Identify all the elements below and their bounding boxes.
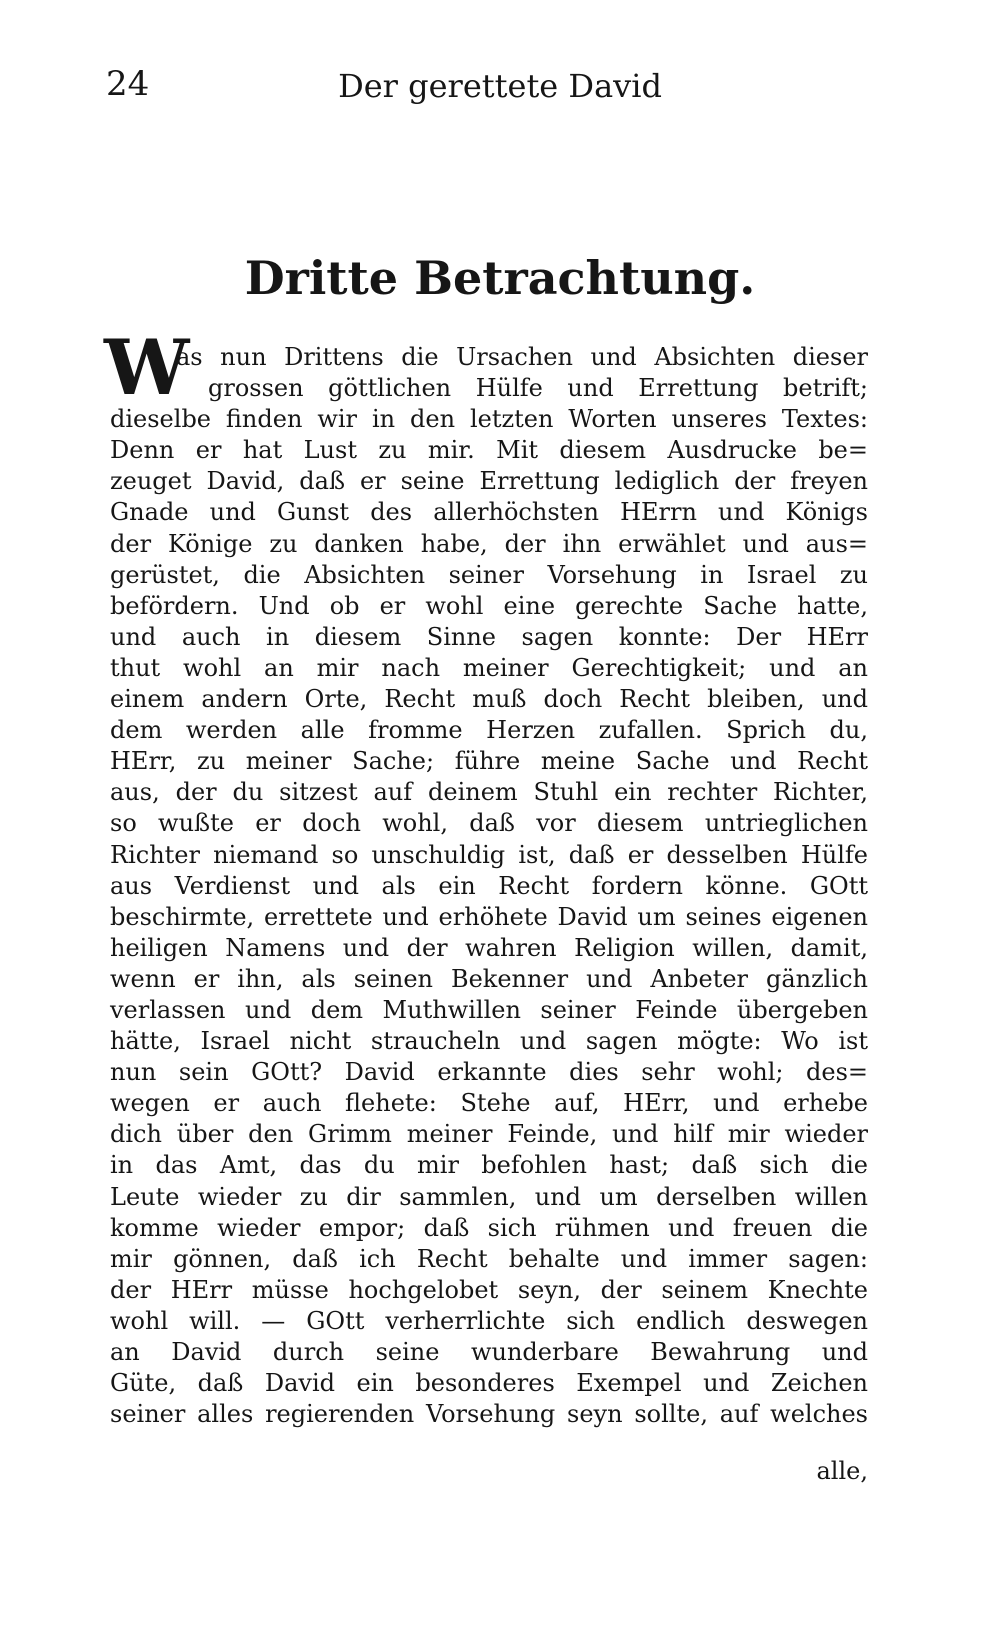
- text-line: gerüstet, die Absichten seiner Vorsehung in Israel zu: [110, 560, 868, 589]
- text-line: hätte, Israel nicht straucheln und sagen mögte: Wo ist: [110, 1027, 868, 1056]
- text-line: dich über den Grimm meiner Feinde, und hilf mir wieder: [110, 1120, 868, 1149]
- text-line: wegen er auch flehete: Stehe auf, HErr, und erhebe: [110, 1089, 868, 1118]
- text-line: thut wohl an mir nach meiner Gerechtigkeit; und an: [110, 653, 868, 682]
- text-line: verlassen und dem Muthwillen seiner Feinde übergeben: [110, 995, 868, 1024]
- page-number: 24: [106, 64, 150, 104]
- text-line: dem werden alle fromme Herzen zufallen. Sprich du,: [110, 716, 868, 745]
- text-line: seiner alles regierenden Vorsehung seyn sollte, auf welches: [110, 1400, 868, 1429]
- text-line: Leute wieder zu dir sammlen, und um derselben willen: [110, 1182, 868, 1211]
- text-line: in das Amt, das du mir befohlen hast; daß sich die: [110, 1151, 868, 1180]
- text-line: heiligen Namens und der wahren Religion willen, damit,: [110, 933, 868, 962]
- text-line: wenn er ihn, als seinen Bekenner und Anbeter gänzlich: [110, 964, 868, 993]
- text-line: beschirmte, errettete und erhöhete David um seines eigenen: [110, 902, 868, 931]
- text-line: as nun Drittens die Ursachen und Absichten dieser: [176, 343, 868, 371]
- text-line: Denn er hat Lust zu mir. Mit diesem Ausdrucke be=: [110, 436, 868, 465]
- text-line: so wußte er doch wohl, daß vor diesem untrieglichen: [110, 809, 868, 838]
- catchword: alle,: [816, 1457, 868, 1485]
- section-title: Dritte Betrachtung.: [244, 251, 756, 305]
- text-line: dieselbe finden wir in den letzten Worten unseres Textes:: [110, 405, 868, 434]
- running-title: Der gerettete David: [338, 67, 662, 105]
- text-line: Gnade und Gunst des allerhöchsten HErrn und Königs: [110, 498, 868, 527]
- text-line: zeuget David, daß er seine Errettung lediglich der freyen: [110, 467, 868, 496]
- text-line: einem andern Orte, Recht muß doch Recht bleiben, und: [110, 685, 868, 714]
- text-line: der HErr müsse hochgelobet seyn, der seinem Knechte: [110, 1275, 868, 1304]
- text-line: und auch in diesem Sinne sagen konnte: Der HErr: [110, 622, 868, 651]
- text-line: befördern. Und ob er wohl eine gerechte Sache hatte,: [110, 591, 868, 620]
- text-line: Güte, daß David ein besonderes Exempel und Zeichen: [110, 1369, 868, 1398]
- text-line: komme wieder empor; daß sich rühmen und freuen die: [110, 1213, 868, 1242]
- text-line: Richter niemand so unschuldig ist, daß er desselben Hülfe: [110, 840, 868, 869]
- text-line: grossen göttlichen Hülfe und Errettung betrift;: [208, 374, 868, 403]
- text-line: an David durch seine wunderbare Bewahrung und: [110, 1338, 868, 1366]
- text-line: nun sein GOtt? David erkannte dies sehr wohl; des=: [110, 1058, 868, 1087]
- text-line: wohl will. — GOtt verherrlichte sich endlich deswegen: [110, 1306, 868, 1335]
- text-line: aus Verdienst und als ein Recht fordern könne. GOtt: [110, 871, 868, 900]
- drop-cap: W: [104, 323, 190, 412]
- text-line: HErr, zu meiner Sache; führe meine Sache und Recht: [110, 747, 868, 776]
- text-line: aus, der du sitzest auf deinem Stuhl ein rechter Richter,: [110, 778, 868, 807]
- text-line: der Könige zu danken habe, der ihn erwählet und aus=: [110, 529, 868, 558]
- text-line: mir gönnen, daß ich Recht behalte und immer sagen:: [110, 1244, 868, 1273]
- body-text: [110, 342, 868, 1430]
